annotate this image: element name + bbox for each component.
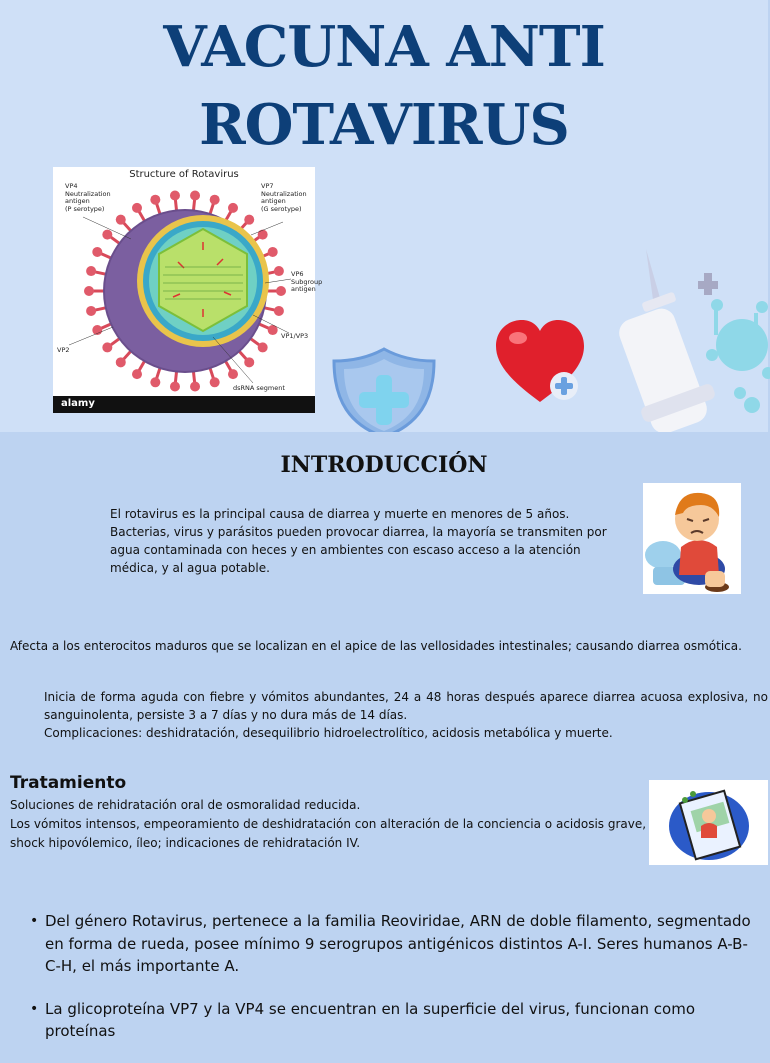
label-vp4: VP4 Neutralization antigen (P serotype)	[65, 182, 111, 213]
inicia-line-2: Complicaciones: deshidratación, desequilibrio hidroelectrolítico, acidosis metabólica y muerte.	[44, 726, 613, 740]
page-title	[0, 8, 768, 164]
heart-plus-icon	[492, 316, 588, 408]
bullet-dot: •	[30, 1000, 39, 1017]
spike-head	[150, 195, 160, 205]
bullet-list	[30, 910, 760, 1063]
spike-head	[210, 377, 220, 387]
tratamiento-paragraph	[10, 796, 660, 853]
label-vp7: VP7 Neutralization antigen (G serotype)	[261, 182, 307, 213]
title-line-1: VACUNA ANTI	[163, 14, 605, 80]
intro-heading: INTRODUCCIÓN	[280, 452, 488, 478]
spike-head	[102, 342, 112, 352]
spike-head	[244, 215, 254, 225]
tratamiento-line-2: Los vómitos intensos, empeoramiento de deshidratación con alteración de la conciencia o acidosis grave, shock hipovólemico, íleo; indicaciones de rehidratación IV.	[10, 817, 647, 850]
spike-head	[86, 266, 96, 276]
spike-head	[244, 357, 254, 367]
bullet-text: Del género Rotavirus, pertenece a la familia Reoviridae, ARN de doble filamento, segmentado en forma de rueda, posee mínimo 9 serogrupos antigénicos distintos A-I. Seres humanos A-B-C-H, el más importante A.	[45, 912, 751, 975]
spike-head	[258, 342, 268, 352]
label-dsrna: dsRNA segment	[233, 384, 285, 392]
spike-head	[210, 195, 220, 205]
syringe-icon	[622, 245, 768, 432]
bullet-text: La glicoproteína VP7 y la VP4 se encuentran en la superficie del virus, funcionan como proteínas	[45, 999, 695, 1040]
spike-head	[132, 369, 142, 379]
spike-head	[102, 230, 112, 240]
spike-head	[276, 286, 286, 296]
spike-head	[258, 230, 268, 240]
image-title: Structure of Rotavirus	[129, 169, 239, 180]
spike-head	[150, 377, 160, 387]
spike-head	[86, 306, 96, 316]
tratamiento-heading: Tratamiento	[10, 773, 127, 793]
header-section	[0, 0, 768, 432]
bullet-item	[30, 998, 760, 1043]
inicia-line-1: Inicia de forma aguda con fiebre y vómitos abundantes, 24 a 48 horas después aparece diarrea acuosa explosiva, no sanguinolenta, persiste 3 a 7 días y no dura más de 14 días.	[44, 690, 768, 722]
title-line-2: ROTAVIRUS	[199, 92, 569, 158]
rotavirus-structure-image	[53, 167, 323, 413]
bullet-dot: •	[30, 913, 39, 929]
sick-child-illustration	[643, 483, 741, 594]
label-vp2: VP2	[57, 346, 70, 354]
watermark-bar	[53, 396, 315, 413]
spike-head	[116, 215, 126, 225]
spike-head	[190, 191, 200, 201]
inicia-paragraph	[44, 688, 768, 742]
bullet-item	[30, 910, 760, 978]
spike-head	[132, 203, 142, 213]
spike-head	[268, 247, 278, 257]
afecta-paragraph: Afecta a los enterocitos maduros que se localizan en el apice de las vellosidades intestinales; causando diarrea osmótica.	[10, 639, 742, 653]
spike-head	[84, 286, 94, 296]
spike-head	[170, 381, 180, 391]
spike-head	[116, 357, 126, 367]
tratamiento-line-1: Soluciones de rehidratación oral de osmoralidad reducida.	[10, 798, 361, 812]
spike-head	[170, 191, 180, 201]
label-vp6: VP6 Subgroup antigen	[291, 270, 323, 293]
virus-icon	[706, 299, 770, 413]
treatment-illustration	[649, 780, 768, 865]
spike-head	[228, 203, 238, 213]
spike-head	[274, 306, 284, 316]
watermark-text: alamy	[61, 398, 95, 409]
intro-paragraph: El rotavirus es la principal causa de diarrea y muerte en menores de 5 años. Bacterias, virus y parásitos pueden provocar diarrea, la mayoría se transmiten por agua contaminada con heces y en ambientes con escaso acceso a la atención médica, y al agua potable.	[110, 507, 607, 575]
spike-head	[92, 247, 102, 257]
spike-head	[274, 266, 284, 276]
shield-plus-icon	[330, 345, 438, 437]
label-vp1-vp3: VP1/VP3	[281, 332, 309, 340]
spike-head	[190, 381, 200, 391]
spike-head	[228, 369, 238, 379]
